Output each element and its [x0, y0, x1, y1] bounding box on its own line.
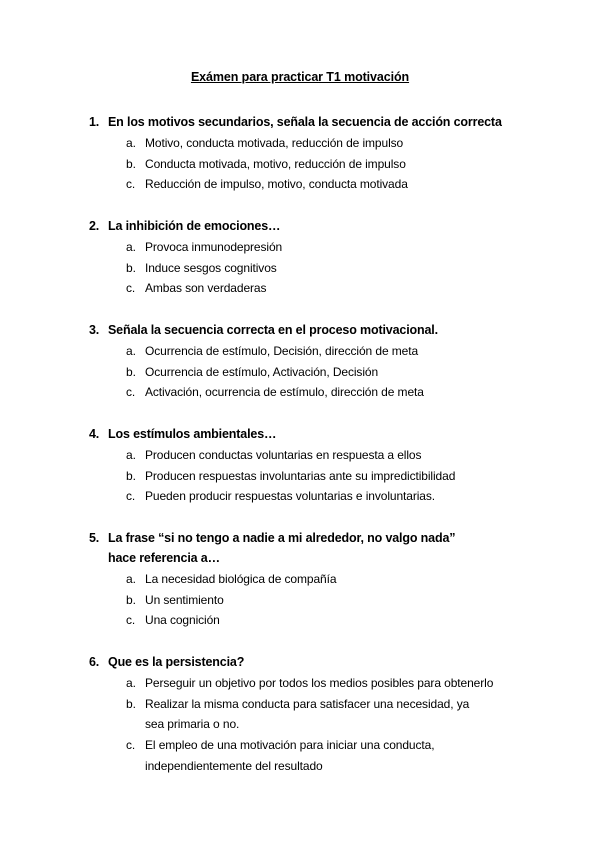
- question-1: [89, 112, 529, 195]
- option-a: [89, 569, 529, 590]
- option-text: Conducta motivada, motivo, reducción de impulso: [145, 156, 406, 171]
- option-text: Provoca inmunodepresión: [145, 240, 283, 254]
- option-text: Motivo, conducta motivada, reducción de impulso: [145, 136, 404, 150]
- option-letter: a.: [126, 344, 136, 358]
- option-text: El empleo de una motivación para iniciar una conducta, independientemente del resultado: [145, 738, 435, 773]
- question-6: [89, 652, 529, 777]
- option-letter: b.: [126, 260, 136, 275]
- question-number: 4.: [89, 427, 100, 441]
- option-letter: c.: [126, 489, 136, 504]
- option-c: [89, 382, 529, 403]
- option-text: Ambas son verdaderas: [145, 281, 267, 296]
- question-text: La inhibición de emociones…: [108, 219, 281, 233]
- option-letter: b.: [126, 156, 136, 171]
- option-c: [89, 735, 529, 776]
- option-letter: a.: [126, 448, 136, 462]
- option-letter: c.: [126, 281, 136, 296]
- option-list: [89, 133, 529, 195]
- option-a: [89, 673, 529, 694]
- question-heading: [89, 424, 529, 444]
- question-2: [89, 216, 529, 299]
- option-text: Activación, ocurrencia de estímulo, dirección de meta: [145, 385, 424, 400]
- option-letter: a.: [126, 136, 136, 150]
- option-c: [89, 486, 529, 507]
- option-text: Producen respuestas involuntarias ante su impredictibilidad: [145, 468, 456, 483]
- question-heading: [89, 320, 529, 340]
- question-heading: [89, 652, 529, 672]
- option-b: [89, 258, 529, 279]
- question-number: 2.: [89, 219, 100, 233]
- option-b: [89, 694, 529, 735]
- page-title: Exámen para practicar T1 motivación: [190, 70, 410, 84]
- option-letter: c.: [126, 385, 136, 400]
- question-3: [89, 320, 529, 403]
- option-text: Ocurrencia de estímulo, Decisión, dirección de meta: [145, 344, 419, 358]
- option-a: [89, 341, 529, 362]
- option-list: [89, 569, 529, 631]
- option-text: Una cognición: [145, 613, 220, 628]
- option-list: [89, 237, 529, 299]
- question-text: Los estímulos ambientales…: [108, 427, 277, 441]
- option-text: La necesidad biológica de compañía: [145, 572, 337, 586]
- question-number: 3.: [89, 323, 100, 337]
- question-heading: [89, 216, 529, 236]
- option-letter: c.: [126, 177, 136, 192]
- option-letter: b.: [126, 696, 136, 711]
- question-heading: [89, 112, 529, 132]
- question-heading: [89, 528, 529, 568]
- option-list: [89, 445, 529, 507]
- option-text: Producen conductas voluntarias en respuesta a ellos: [145, 448, 422, 462]
- option-letter: c.: [126, 613, 136, 628]
- option-letter: c.: [126, 738, 136, 753]
- option-letter: b.: [126, 592, 136, 607]
- option-c: [89, 278, 529, 299]
- option-a: [89, 133, 529, 154]
- option-text: Induce sesgos cognitivos: [145, 260, 277, 275]
- option-a: [89, 445, 529, 466]
- question-number: 6.: [89, 655, 100, 669]
- option-b: [89, 362, 529, 383]
- option-text: Ocurrencia de estímulo, Activación, Decisión: [145, 364, 379, 379]
- option-b: [89, 590, 529, 611]
- option-text: Pueden producir respuestas voluntarias e involuntarias.: [145, 489, 436, 504]
- option-b: [89, 154, 529, 175]
- option-letter: b.: [126, 364, 136, 379]
- option-letter: a.: [126, 572, 136, 586]
- question-text: Que es la persistencia?: [108, 655, 245, 669]
- option-list: [89, 673, 529, 777]
- option-letter: b.: [126, 468, 136, 483]
- option-text: Un sentimiento: [145, 592, 224, 607]
- option-a: [89, 237, 529, 258]
- question-number: 5.: [89, 531, 100, 545]
- option-b: [89, 466, 529, 487]
- question-number: 1.: [89, 115, 100, 129]
- option-c: [89, 174, 529, 195]
- question-text: En los motivos secundarios, señala la secuencia de acción correcta: [108, 115, 502, 129]
- option-letter: a.: [126, 240, 136, 254]
- option-text: Reducción de impulso, motivo, conducta motivada: [145, 177, 408, 192]
- option-text: Perseguir un objetivo por todos los medios posibles para obtenerlo: [145, 676, 494, 690]
- question-5: [89, 528, 529, 631]
- question-4: [89, 424, 529, 507]
- option-text: Realizar la misma conducta para satisfacer una necesidad, ya sea primaria o no.: [145, 696, 470, 732]
- question-text: La frase “si no tengo a nadie a mi alrededor, no valgo nada” hace referencia a…: [108, 531, 456, 565]
- question-text: Señala la secuencia correcta en el proceso motivacional.: [108, 323, 438, 337]
- option-c: [89, 610, 529, 631]
- option-list: [89, 341, 529, 403]
- option-letter: a.: [126, 676, 136, 690]
